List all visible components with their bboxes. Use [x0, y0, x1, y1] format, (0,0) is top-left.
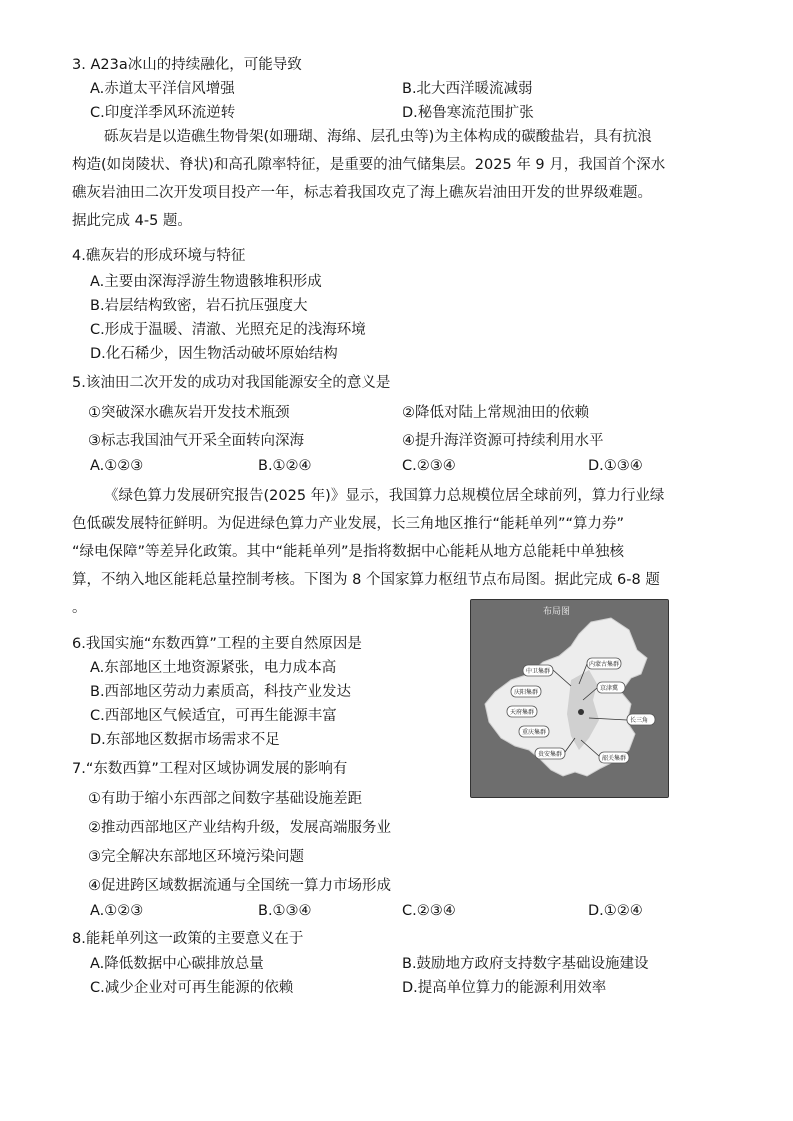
node-label-qingyang: 庆阳集群 — [514, 689, 539, 696]
question-7-option-d: D.①②④ — [588, 903, 643, 919]
question-6-option-c: C.西部地区气候适宜，可再生能源丰富 — [90, 708, 337, 724]
question-8-option-d: D.提高单位算力的能源利用效率 — [402, 980, 607, 996]
passage-2-line-4: 算，不纳入地区能耗总量控制考核。下图为 8 个国家算力枢纽节点布局图。据此完成 6-8 题 — [72, 572, 660, 588]
question-5-stem: 5.该油田二次开发的成功对我国能源安全的意义是 — [72, 375, 391, 391]
question-4-stem: 4.礁灰岩的形成环境与特征 — [72, 248, 246, 264]
question-5-option-d: D.①③④ — [588, 458, 643, 474]
node-label-guian: 贵安集群 — [538, 751, 563, 758]
question-7-statement-2: ②推动西部地区产业结构升级，发展高端服务业 — [88, 820, 391, 836]
map-node-changsanjiao — [627, 714, 655, 725]
passage-2-line-3: “绿电保障”等差异化政策。其中“能耗单列”是指将数据中心能耗从地方总能耗中单独核 — [72, 544, 625, 560]
question-3-option-c: C.印度洋季风环流逆转 — [90, 105, 236, 121]
map-node-qingyang — [511, 686, 541, 697]
passage-1-line-2: 构造(如岗陵状、脊状)和高孔隙率特征，是重要的油气储集层。2025 年 9 月，我国首个深水 — [72, 157, 666, 173]
question-8-stem: 8.能耗单列这一政策的主要意义在于 — [72, 931, 304, 947]
question-6-option-d: D.东部地区数据市场需求不足 — [90, 732, 280, 748]
passage-2-line-5: 。 — [72, 600, 87, 616]
question-3-option-b: B.北大西洋暖流减弱 — [402, 81, 533, 97]
node-label-tianfu: 天府集群 — [510, 709, 535, 716]
question-7-statement-3: ③完全解决东部地区环境污染问题 — [88, 849, 304, 865]
question-4-option-a: A.主要由深海浮游生物遗骸堆积形成 — [90, 274, 322, 290]
question-8-option-b: B.鼓励地方政府支持数字基础设施建设 — [402, 956, 649, 972]
question-6-option-a: A.东部地区土地资源紧张，电力成本高 — [90, 660, 337, 676]
question-3-option-d: D.秘鲁寒流范围扩张 — [402, 105, 534, 121]
map-center-marker — [578, 709, 584, 715]
question-7-option-b: B.①③④ — [258, 903, 312, 919]
question-5-statement-1: ①突破深水礁灰岩开发技术瓶颈 — [88, 405, 290, 421]
question-6-option-b: B.西部地区劳动力素质高，科技产业发达 — [90, 684, 352, 700]
question-5-statement-4: ④提升海洋资源可持续利用水平 — [402, 433, 604, 449]
question-5-option-b: B.①②④ — [258, 458, 312, 474]
question-4-option-c: C.形成于温暖、清澈、光照充足的浅海环境 — [90, 322, 366, 338]
node-label-neimenggu: 内蒙古集群 — [589, 661, 620, 668]
question-7-option-a: A.①②③ — [90, 903, 144, 919]
question-7-statement-1: ①有助于缩小东西部之间数字基础设施差距 — [88, 791, 362, 807]
map-node-chongqing — [519, 726, 549, 737]
question-5-option-c: C.②③④ — [402, 458, 456, 474]
passage-1-line-4: 据此完成 4-5 题。 — [72, 213, 192, 229]
question-4-option-d: D.化石稀少，因生物活动破坏原始结构 — [90, 346, 338, 362]
node-label-zhongwei: 中卫集群 — [526, 668, 551, 675]
question-7-stem: 7.“东数西算”工程对区域协调发展的影响有 — [72, 761, 348, 777]
question-7-option-c: C.②③④ — [402, 903, 456, 919]
question-3-stem: 3. A23a冰山的持续融化，可能导致 — [72, 57, 302, 73]
china-map-illustration — [471, 600, 668, 797]
map-node-tianfu — [507, 706, 537, 717]
node-label-chongqing: 重庆集群 — [522, 729, 547, 736]
map-node-jingjinji — [597, 682, 625, 693]
map-node-guian — [535, 748, 565, 759]
map-node-shaoguan — [599, 752, 629, 763]
question-8-option-c: C.减少企业对可再生能源的依赖 — [90, 980, 294, 996]
map-node-neimenggu — [587, 658, 621, 669]
passage-1-line-1: 砾灰岩是以造礁生物骨架(如珊瑚、海绵、层孔虫等)为主体构成的碳酸盐岩，具有抗浪 — [104, 129, 652, 145]
question-5-statement-2: ②降低对陆上常规油田的依赖 — [402, 405, 589, 421]
computing-hub-map — [470, 599, 669, 798]
question-8-option-a: A.降低数据中心碳排放总量 — [90, 956, 264, 972]
map-title: 布局图 — [543, 607, 571, 617]
question-4-option-b: B.岩层结构致密，岩石抗压强度大 — [90, 298, 308, 314]
question-6-stem: 6.我国实施“东数西算”工程的主要自然原因是 — [72, 636, 362, 652]
question-5-statement-3: ③标志我国油气开采全面转向深海 — [88, 433, 304, 449]
passage-2-line-2: 色低碳发展特征鲜明。为促进绿色算力产业发展，长三角地区推行“能耗单列”“算力券” — [72, 516, 625, 532]
question-5-option-a: A.①②③ — [90, 458, 144, 474]
node-label-shaoguan: 韶关集群 — [602, 755, 627, 762]
question-3-option-a: A.赤道太平洋信风增强 — [90, 81, 235, 97]
passage-2-line-1: 《绿色算力发展研究报告(2025 年)》显示，我国算力总规模位居全球前列，算力行业绿 — [104, 488, 665, 504]
node-label-jingjinji: 京津冀 — [600, 685, 619, 692]
passage-1-line-3: 礁灰岩油田二次开发项目投产一年，标志着我国攻克了海上礁灰岩油田开发的世界级难题。 — [72, 185, 652, 201]
map-node-zhongwei — [523, 665, 553, 676]
node-label-changsanjiao: 长三角 — [630, 717, 649, 724]
question-7-statement-4: ④促进跨区域数据流通与全国统一算力市场形成 — [88, 878, 391, 894]
